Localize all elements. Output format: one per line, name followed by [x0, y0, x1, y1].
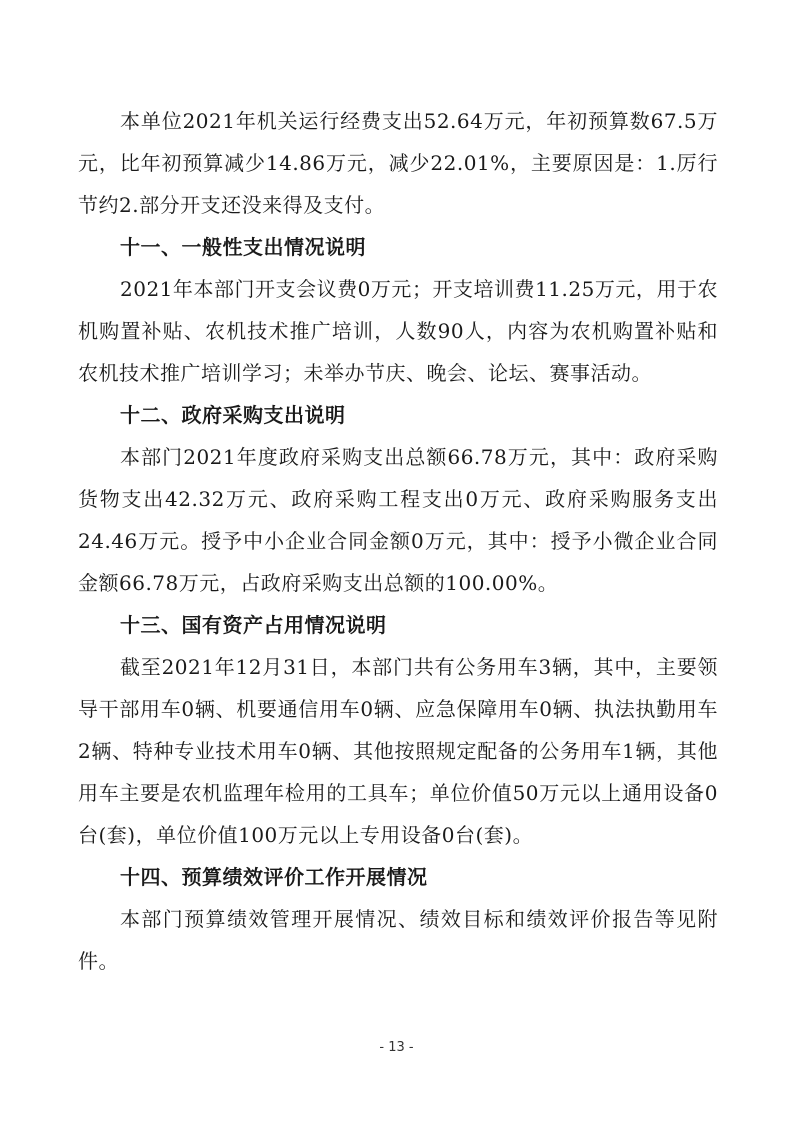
heading-performance-evaluation: 十四、预算绩效评价工作开展情况	[120, 865, 428, 889]
heading-government-procurement: 十二、政府采购支出说明	[120, 403, 346, 427]
document-body	[78, 100, 718, 982]
paragraph-general-expenditure: 2021年本部门开支会议费0万元；开支培训费11.25万元，用于农机购置补贴、农机技术推广培训，人数90人，内容为农机购置补贴和农机技术推广培训学习；未举办节庆、晚会、论坛、赛事活动。	[78, 277, 718, 385]
page-number: - 13 -	[379, 1040, 414, 1055]
heading-general-expenditure: 十一、一般性支出情况说明	[120, 235, 366, 259]
paragraph-state-assets: 截至2021年12月31日，本部门共有公务用车3辆，其中，主要领导干部用车0辆、机要通信用车0辆、应急保障用车0辆、执法执勤用车2辆、特种专业技术用车0辆、其他按照规定配备的公务用车1辆，其他用车主要是农机监理年检用的工具车；单位价值50万元以上通用设备0台(套)，单位价值100万元以上专用设备0台(套)。	[78, 655, 718, 847]
heading-state-assets: 十三、国有资产占用情况说明	[120, 613, 387, 637]
paragraph-operating-expenses: 本单位2021年机关运行经费支出52.64万元，年初预算数67.5万元，比年初预算减少14.86万元，减少22.01%，主要原因是：1.厉行节约2.部分开支还没来得及支付。	[78, 109, 718, 217]
paragraph-government-procurement: 本部门2021年度政府采购支出总额66.78万元，其中：政府采购货物支出42.32万元、政府采购工程支出0万元、政府采购服务支出24.46万元。授予中小企业合同金额0万元，其中：授予小微企业合同金额66.78万元，占政府采购支出总额的100.00%。	[78, 445, 718, 595]
paragraph-performance-evaluation: 本部门预算绩效管理开展情况、绩效目标和绩效评价报告等见附件。	[78, 907, 718, 973]
